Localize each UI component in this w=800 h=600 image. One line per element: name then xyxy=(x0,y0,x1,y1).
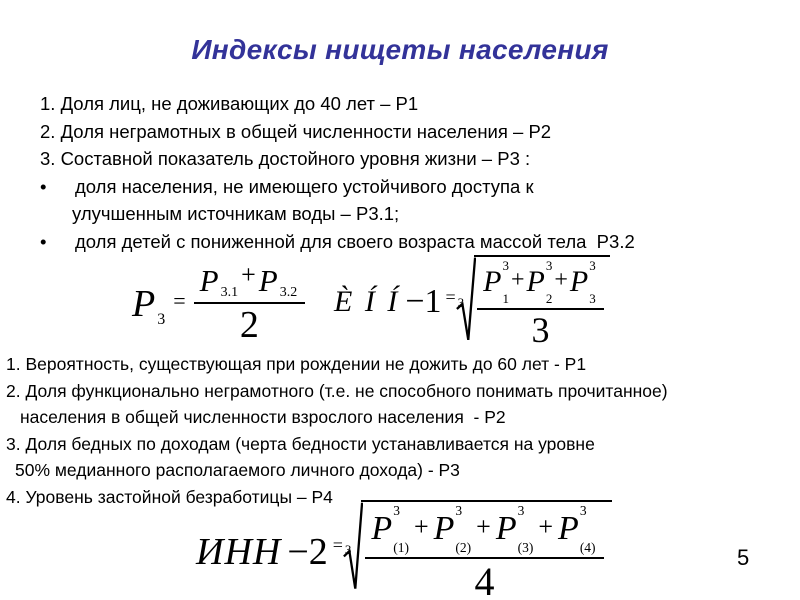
equals-sign: = xyxy=(173,288,186,314)
list-item-text: 4. Уровень застойной безработицы – Р4 xyxy=(6,486,333,507)
formula-inn2 xyxy=(196,500,612,600)
list-item-text: 2. Доля функционально неграмотного (т.е. не способного понимать прочитанное) xyxy=(6,380,668,401)
formula-lhs: ИНН xyxy=(196,530,282,573)
term xyxy=(259,263,297,299)
formula-inn1 xyxy=(334,255,610,350)
subscript: 1 xyxy=(502,291,509,306)
list-item-text: населения в общей численности взрослого населения - Р2 xyxy=(20,407,506,428)
equals-sign: = xyxy=(445,286,456,307)
fraction-numerator xyxy=(194,260,306,304)
scripts xyxy=(393,504,409,554)
list-item xyxy=(40,200,780,228)
lower-list xyxy=(6,351,796,511)
scripts xyxy=(502,259,509,305)
superscript: 3 xyxy=(589,258,596,273)
list-item-text: 3. Доля бедных по доходам (черта бедности устанавливается на уровне xyxy=(6,433,595,454)
fraction-denominator: 3 xyxy=(531,310,550,350)
variable: P xyxy=(433,510,455,547)
list-item-text: 1. Вероятность, существующая при рождении не дожить до 60 лет - Р1 xyxy=(6,354,587,374)
subscript: 2 xyxy=(545,291,553,306)
formula-lhs: È Í Í xyxy=(334,285,398,319)
page-number: 5 xyxy=(737,545,750,570)
superscript: 3 xyxy=(579,503,587,518)
cube-root xyxy=(458,255,610,350)
fraction-denominator: 2 xyxy=(239,304,259,346)
list-item xyxy=(40,90,780,118)
term xyxy=(496,504,534,554)
radicand xyxy=(361,500,611,600)
list-item-text: доля детей с пониженной для своего возраста массой тела Р3.2 xyxy=(75,230,635,252)
variable: P xyxy=(495,510,517,547)
formula-lhs xyxy=(132,282,166,329)
list-item-text: 1. Доля лиц, не доживающих до 40 лет – Р1 xyxy=(40,93,419,114)
plus-sign: + xyxy=(538,512,554,541)
superscript: 3 xyxy=(517,503,525,518)
list-item xyxy=(6,351,796,378)
cube-root xyxy=(345,500,612,600)
bullet-icon: • xyxy=(40,230,47,252)
radicand xyxy=(474,255,610,350)
variable: P xyxy=(526,265,545,298)
list-item xyxy=(40,228,780,256)
superscript: 3 xyxy=(545,258,553,273)
variable: P xyxy=(371,510,393,547)
subscript: 3 xyxy=(589,291,596,306)
variable: P xyxy=(569,265,589,298)
list-item xyxy=(6,378,796,405)
term xyxy=(434,504,472,554)
subscript: 3 xyxy=(157,311,166,329)
scripts xyxy=(518,504,534,554)
page-title: Индексы нищеты населения xyxy=(191,34,609,65)
term xyxy=(527,259,553,305)
list-item-text: 2. Доля неграмотных в общей численности населения – Р2 xyxy=(40,120,552,142)
list-item xyxy=(40,173,780,201)
fraction xyxy=(194,260,306,346)
variable: P xyxy=(483,265,502,298)
variable: P xyxy=(199,263,219,298)
fraction xyxy=(365,504,603,600)
term xyxy=(200,263,238,299)
superscript: 3 xyxy=(502,258,509,273)
list-item xyxy=(6,404,796,431)
plus-sign: + xyxy=(510,266,525,293)
fraction-numerator xyxy=(365,504,603,559)
list-item xyxy=(40,118,780,146)
variable: P xyxy=(558,510,579,547)
plus-sign: + xyxy=(476,512,491,541)
list-item xyxy=(6,457,796,484)
term xyxy=(371,504,409,554)
root-index: 3 xyxy=(344,542,352,557)
fraction-numerator xyxy=(477,259,604,310)
list-item-text: 50% медианного располагаемого личного дохода) - Р3 xyxy=(15,460,460,481)
operator: −2 xyxy=(287,530,328,573)
fraction xyxy=(477,259,604,350)
plus-sign: + xyxy=(413,512,429,541)
list-item-text: улучшенным источникам воды – Р3.1; xyxy=(72,203,400,225)
plus-sign: + xyxy=(554,266,568,293)
list-item-text: 3. Составной показатель достойного уровня жизни – Р3 : xyxy=(40,148,531,170)
variable: P xyxy=(258,263,278,298)
superscript: 3 xyxy=(455,503,463,518)
superscript: 3 xyxy=(393,503,400,518)
list-item-text: доля населения, не имеющего устойчивого доступа к xyxy=(75,175,534,197)
subscript: (4) xyxy=(579,539,596,555)
scripts xyxy=(455,504,471,554)
subscript: (3) xyxy=(517,539,534,555)
operator: −1 xyxy=(405,283,442,321)
list-item xyxy=(6,431,796,458)
formula-p3 xyxy=(132,260,305,346)
variable: P xyxy=(132,283,156,326)
fraction-denominator: 4 xyxy=(474,559,495,600)
root-index: 3 xyxy=(457,295,465,310)
subscript: 3.2 xyxy=(279,285,298,300)
subscript: (2) xyxy=(455,539,472,555)
plus-sign: + xyxy=(241,260,256,289)
scripts xyxy=(546,259,553,305)
term xyxy=(483,259,509,305)
subscript: (1) xyxy=(393,539,409,555)
list-item xyxy=(40,145,780,173)
term xyxy=(570,259,596,305)
scripts xyxy=(580,504,596,554)
subscript: 3.1 xyxy=(220,285,239,300)
bullet-icon: • xyxy=(40,175,47,197)
term xyxy=(558,504,596,554)
equals-sign: = xyxy=(332,535,343,555)
scripts xyxy=(589,259,596,305)
upper-list xyxy=(40,90,780,256)
